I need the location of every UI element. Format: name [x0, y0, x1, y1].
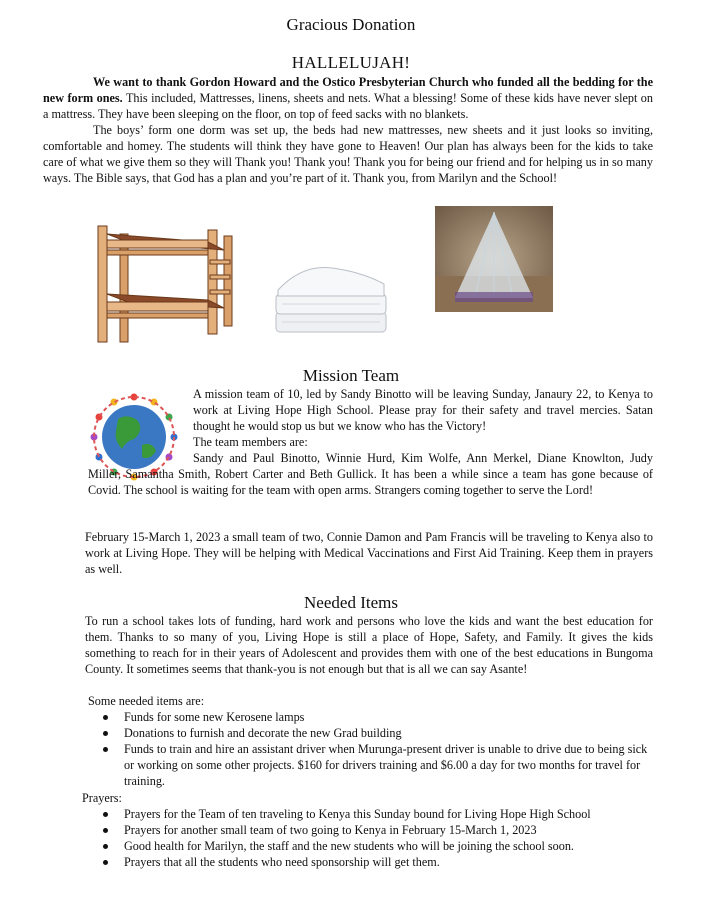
mission-paragraph: A mission team of 10, led by Sandy Binotto will be leaving Sunday, Janaury 22, to Kenya to work at Living Hope High School. Please pray for their safety and travel mercies. Satan thought he would stop us but we know who has the Victory! [193, 387, 653, 433]
needed-items-label: Some needed items are: [88, 694, 205, 708]
hallelujah-heading: HALLELUJAH! [291, 53, 411, 72]
bullet-icon [103, 715, 108, 720]
mosquito-net-image [435, 206, 553, 312]
list-item: Prayers for the Team of ten traveling to Kenya this Sunday bound for Living Hope High School [85, 806, 665, 822]
sheets-image [272, 260, 390, 336]
list-item: Good health for Marilyn, the staff and the new students who will be joining the school soon. [85, 838, 665, 854]
prayers-label: Prayers: [82, 791, 122, 805]
thanks-paragraph [43, 74, 653, 122]
list-item: Prayers for another small team of two going to Kenya in February 15-March 1, 2023 [85, 822, 665, 838]
bullet-icon [103, 747, 108, 752]
bullet-icon [103, 812, 108, 817]
thanks-rest-text: This included, Mattresses, linens, sheets and nets. What a blessing! Some of these kids have never slept on a mattress. They have been sleeping on the floor, on top of feed sacks with no blankets. [43, 91, 653, 121]
team-members-label: The team members are: [193, 435, 308, 449]
team-members-paragraph: Sandy and Paul Binotto, Winnie Hurd, Kim Wolfe, Ann Merkel, Diane Knowlton, Judy Miller, Samantha Smith, Robert Carter and Beth Gullick. It has been a while since a team has gone because of Covid. The school is waiting for the team with open arms. Strangers coming together to serve the Lord! [88, 451, 653, 497]
needed-items-list [85, 709, 653, 789]
bullet-icon [103, 860, 108, 865]
list-item: Donations to furnish and decorate the new Grad building [85, 725, 653, 741]
bullet-icon [103, 844, 108, 849]
list-item: Funds for some new Kerosene lamps [85, 709, 653, 725]
mission-heading: Mission Team [302, 366, 400, 385]
bunk-bed-image [92, 220, 236, 344]
bullet-icon [103, 731, 108, 736]
dorm-paragraph: The boys’ form one dorm was set up, the beds had new mattresses, new sheets and it just looks so inviting, comfortable and homey. The students will think they have gone to Heaven! Our plan has always been for the kids to take care of what we give them so they will Thank you! Thank you! Thank you for being our friend and for helping us in so many ways. The Bible says, that God has a plan and you’re part of it. Thank you, from Marilyn and the School! [43, 123, 653, 185]
thanks-bold-text: We want to thank Gordon Howard and the Ostico Presbyterian Church who funded all the bedding for the new form ones. [43, 75, 653, 105]
bullet-icon [103, 828, 108, 833]
page-title: Gracious Donation [286, 15, 416, 34]
list-item: Prayers that all the students who need sponsorship will get them. [85, 854, 665, 870]
list-item: Funds to train and hire an assistant driver when Murunga-present driver is unable to drive due to being sick or working on some other projects. $160 for drivers training and $6.00 a day for two months for travel for training. [85, 741, 653, 789]
bedding-images [0, 206, 702, 346]
needed-items-heading: Needed Items [304, 593, 398, 612]
needed-intro-paragraph: To run a school takes lots of funding, hard work and persons who love the kids and want the best education for them. Thanks to so many of you, Living Hope is still a place of Hope, Safety, and Family. It gives the kids something to reach for in their years of Adolescent and provides them with one of the best educations in Bungoma County. It sometimes seems that thank-you is not enough but that is all we can say Asante! [85, 614, 653, 676]
prayers-list [85, 806, 665, 870]
second-team-paragraph: February 15-March 1, 2023 a small team of two, Connie Damon and Pam Francis will be traveling to Kenya also to work at Living Hope. They will be helping with Medical Vaccinations and First Aid Training. Keep them in prayers as well. [85, 530, 653, 576]
